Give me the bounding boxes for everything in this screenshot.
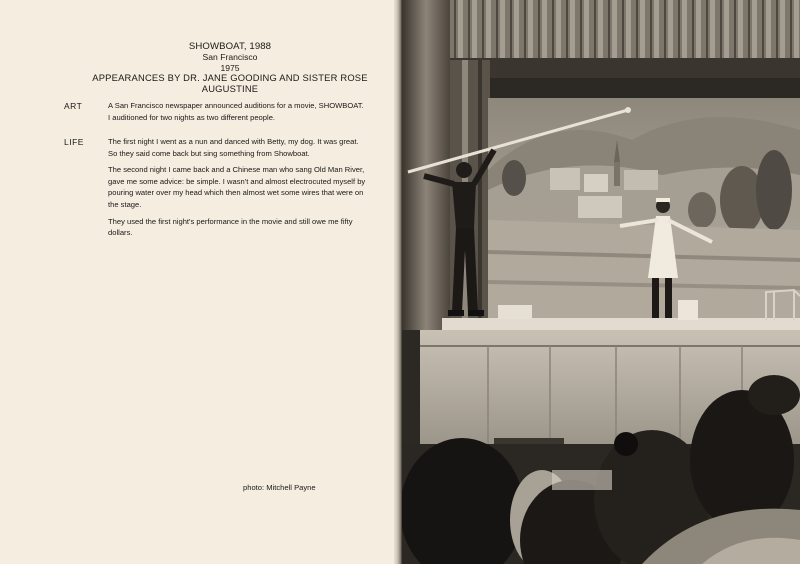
life-text — [108, 136, 366, 244]
stage-photograph — [402, 0, 800, 564]
art-text — [108, 100, 366, 123]
credits-line: APPEARANCES BY DR. JANE GOODING AND SISTER ROSE AUGUSTINE — [92, 72, 368, 94]
art-line: I auditioned for two nights as two different people. — [108, 112, 276, 122]
year-line: 1975 — [220, 62, 240, 73]
bucket — [678, 300, 698, 320]
life-paragraph: The first night I went as a nun and danced with Betty, my dog. It was great. So they said come back but sing something from Showboat. — [108, 137, 359, 158]
life-label: LIFE — [64, 137, 84, 147]
book-gutter — [394, 0, 402, 564]
photo-illustration — [402, 0, 800, 564]
art-line: A San Francisco newspaper announced auditions for a movie, SHOWBOAT. — [108, 101, 364, 110]
page-title: SHOWBOAT, 1988 — [188, 41, 272, 52]
photo-caption: photo: Mitchell Payne — [243, 483, 316, 492]
valance-curtain — [442, 0, 800, 58]
city-line: San Francisco — [202, 52, 258, 63]
page-header — [80, 42, 380, 94]
life-paragraph: They used the first night's performance in the movie and still owe me fifty dollars. — [108, 216, 353, 238]
art-label: ART — [64, 101, 83, 111]
life-paragraph: The second night I came back and a Chinese man who sang Old Man River, gave me some advice: be simple. I wasn't and almost electrocuted myself by pouring water over my head which then almost wet some wires that were on the stage. — [108, 165, 366, 209]
left-curtain — [402, 0, 450, 330]
